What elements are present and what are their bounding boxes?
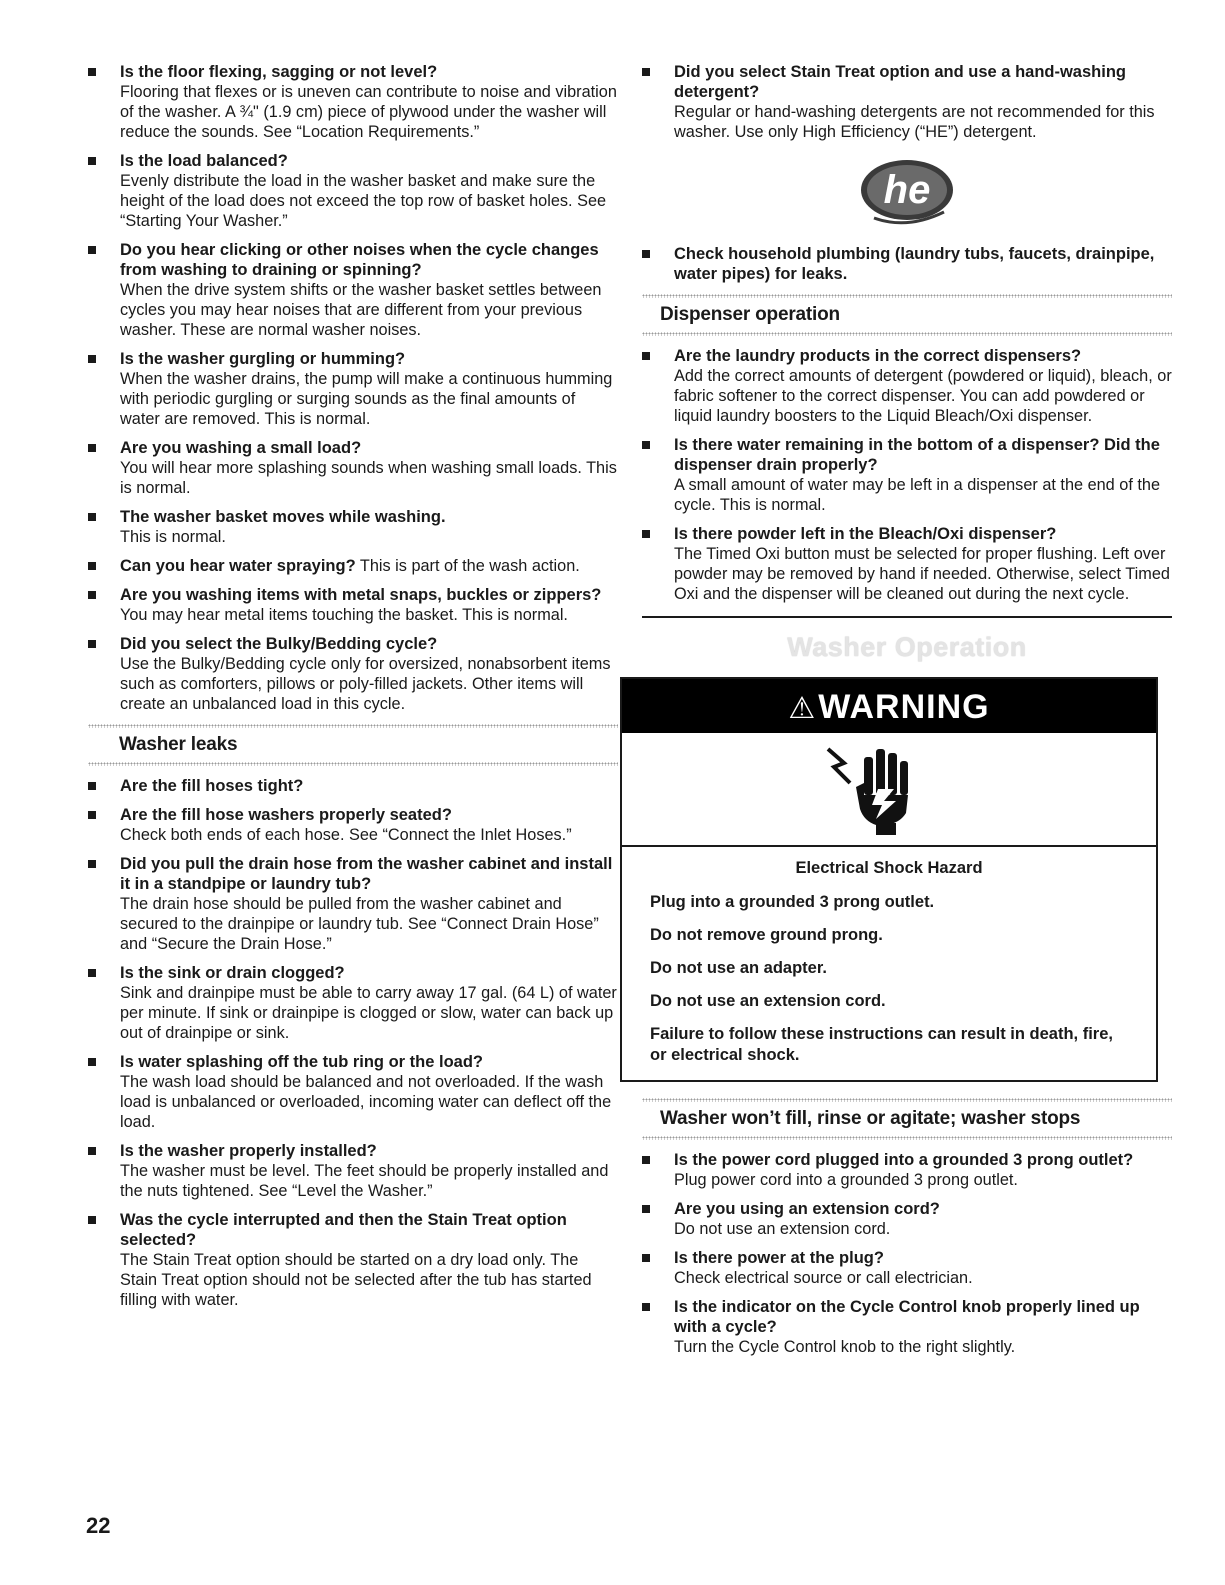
answer-text: Flooring that flexes or is uneven can contribute to noise and vibration of the washer. A ¾" (1.9 cm) piece of plywood under the washer will reduce the sounds. See “Location Requirements.” (120, 83, 617, 141)
answer-text: Sink and drainpipe must be able to carry away 17 gal. (64 L) of water per minute. If sink or drainpipe is clogged or slow, water can back up out of drainpipe or sink. (120, 984, 617, 1042)
answer-text: The washer must be level. The feet should be properly installed and the nuts tightened. See “Level the Washer.” (120, 1162, 609, 1200)
answer-text: Add the correct amounts of detergent (powdered or liquid), bleach, or fabric softener to the correct dispenser. You can add powdered or liquid laundry boosters to the Liquid Bleach/Oxi dispenser. (674, 367, 1172, 425)
list-item (88, 1210, 618, 1310)
bullet-icon (88, 355, 96, 363)
bullet-icon (642, 530, 650, 538)
list-item (642, 1150, 1172, 1190)
dotted-rule (642, 1136, 1172, 1140)
warning-box (620, 677, 1158, 1082)
washer-leaks-title: Washer leaks (119, 734, 238, 755)
stain-treat-items-list (642, 62, 1172, 142)
question-text: Are the laundry products in the correct dispensers? (674, 347, 1082, 365)
warning-line: Do not remove ground prong. (650, 925, 883, 944)
washer-operation-title: Washer Operation (787, 631, 1027, 662)
answer-text: Use the Bulky/Bedding cycle only for oversized, nonabsorbent items such as comforters, pillows or poly-filled jackets. Other items will create an unbalanced load in this cycle. (120, 655, 611, 713)
bullet-icon (642, 1303, 650, 1311)
leaks-items-list (88, 776, 618, 1310)
dispenser-title: Dispenser operation (660, 304, 840, 325)
bullet-icon (642, 1205, 650, 1213)
section-divider (642, 616, 1172, 618)
list-item (88, 1141, 618, 1201)
question-text: Did you pull the drain hose from the washer cabinet and install it in a standpipe or laundry tub? (120, 855, 613, 893)
question-text: Is the washer gurgling or humming? (120, 350, 406, 368)
bullet-icon (88, 157, 96, 165)
question-text: Check household plumbing (laundry tubs, faucets, drainpipe, water pipes) for leaks. (674, 245, 1155, 283)
question-text: Is the sink or drain clogged? (120, 964, 345, 982)
bullet-icon (88, 1216, 96, 1224)
answer-text: This is normal. (120, 528, 226, 546)
list-item (642, 62, 1172, 142)
answer-text: The Timed Oxi button must be selected for proper flushing. Left over powder may be removed by hand if needed. Otherwise, select Timed Oxi and the dispenser will be cleaned out during the next cycle. (674, 545, 1170, 603)
answer-text: You may hear metal items touching the basket. This is normal. (120, 606, 568, 624)
dotted-rule (88, 762, 618, 766)
question-text: Is the floor flexing, sagging or not level? (120, 63, 438, 81)
warning-header-text: WARNING (818, 687, 990, 726)
answer-text: Plug power cord into a grounded 3 prong outlet. (674, 1170, 1018, 1189)
bullet-icon (88, 1147, 96, 1155)
question-text: Is the washer properly installed? (120, 1142, 377, 1160)
question-text: Do you hear clicking or other noises when the cycle changes from washing to draining or spinning? (120, 241, 599, 279)
list-item (88, 585, 618, 625)
plumbing-items-list (642, 244, 1172, 284)
warning-line: Do not use an adapter. (650, 958, 827, 977)
answer-text: This is part of the wash action. (355, 557, 580, 575)
list-item (88, 805, 618, 845)
list-item (642, 1297, 1172, 1357)
answer-text: The Stain Treat option should be started on a dry load only. The Stain Treat option should not be selected after the tub has started filling with water. (120, 1251, 592, 1309)
bullet-icon (642, 250, 650, 258)
bullet-icon (88, 246, 96, 254)
bullet-icon (88, 811, 96, 819)
question-text: Can you hear water spraying? (120, 557, 356, 575)
question-text: Did you select Stain Treat option and use a hand-washing detergent? (674, 63, 1126, 101)
dispenser-section-header (642, 294, 1172, 336)
hazard-title: Electrical Shock Hazard (795, 858, 983, 877)
question-text: Is the power cord plugged into a grounded 3 prong outlet? (674, 1150, 1134, 1169)
bullet-icon (88, 640, 96, 648)
question-text: Are you washing a small load? (120, 439, 362, 457)
question-text: Is there water remaining in the bottom of a dispenser? Did the dispenser drain properly? (674, 436, 1160, 474)
list-item (88, 776, 618, 796)
noise-items-list (88, 62, 618, 714)
he-logo-text: he (883, 168, 931, 212)
list-item (642, 244, 1172, 284)
list-item (88, 963, 618, 1043)
question-text: Are the fill hose washers properly seated? (120, 806, 452, 824)
bullet-icon (642, 1156, 650, 1164)
warning-icon-row (622, 733, 1156, 847)
question-text: Is there power at the plug? (674, 1248, 884, 1267)
list-item (88, 507, 618, 547)
bullet-icon (88, 1058, 96, 1066)
he-logo-icon (852, 156, 962, 228)
dispenser-items-list (642, 346, 1172, 604)
list-item (88, 1052, 618, 1132)
question-text: Are you using an extension cord? (674, 1199, 940, 1218)
question-text: Is the load balanced? (120, 152, 288, 170)
warning-line: Failure to follow these instructions can result in death, fire, or electrical shock. (650, 1024, 1113, 1064)
question-text: Is water splashing off the tub ring or the load? (120, 1053, 484, 1071)
answer-text: When the drive system shifts or the washer basket settles between cycles you may hear noises that are different from your previous washer. These are normal washer noises. (120, 281, 602, 339)
list-item (88, 62, 618, 142)
answer-text: When the washer drains, the pump will make a continuous humming with periodic gurgling or surging sounds as the final amounts of water are removed. This is normal. (120, 370, 613, 428)
bullet-icon (88, 68, 96, 76)
list-item (642, 435, 1172, 515)
warning-body (622, 847, 1156, 1080)
answer-text: Check both ends of each hose. See “Connect the Inlet Hoses.” (120, 826, 572, 844)
answer-text: Regular or hand-washing detergents are not recommended for this washer. Use only High Efficiency (“HE”) detergent. (674, 103, 1155, 141)
washer-leaks-section-header (88, 724, 618, 766)
list-item (642, 1248, 1172, 1288)
warning-line: Plug into a grounded 3 prong outlet. (650, 892, 935, 911)
bullet-icon (642, 352, 650, 360)
bullet-icon (642, 441, 650, 449)
list-item (88, 634, 618, 714)
list-item (88, 854, 618, 954)
answer-text: The wash load should be balanced and not overloaded. If the wash load is unbalanced or overloaded, incoming water can deflect off the load. (120, 1073, 612, 1131)
bullet-icon (88, 591, 96, 599)
electrical-shock-hand-icon (820, 743, 930, 835)
bullet-icon (88, 513, 96, 521)
question-text: Is there powder left in the Bleach/Oxi dispenser? (674, 525, 1057, 543)
question-text: The washer basket moves while washing. (120, 508, 446, 526)
question-text: Did you select the Bulky/Bedding cycle? (120, 635, 438, 653)
answer-text: Turn the Cycle Control knob to the right slightly. (674, 1337, 1016, 1356)
wont-fill-title: Washer won’t fill, rinse or agitate; washer stops (660, 1107, 1081, 1129)
answer-text: The drain hose should be pulled from the washer cabinet and secured to the drainpipe or laundry tub. See “Connect Drain Hose” and “Secure the Drain Hose.” (120, 895, 599, 953)
list-item (88, 349, 618, 429)
list-item (642, 1199, 1172, 1239)
bullet-icon (88, 444, 96, 452)
list-item (642, 524, 1172, 604)
question-text: Was the cycle interrupted and then the Stain Treat option selected? (120, 1211, 567, 1249)
warning-line: Do not use an extension cord. (650, 991, 886, 1010)
page-number: 22 (86, 1513, 111, 1538)
list-item (88, 151, 618, 231)
wont-fill-section-header (642, 1098, 1172, 1140)
right-column (642, 62, 1172, 1366)
answer-text: Evenly distribute the load in the washer basket and make sure the height of the load does not exceed the top row of basket holes. See “Starting Your Washer.” (120, 172, 607, 230)
question-text: Are the fill hoses tight? (120, 777, 304, 795)
bullet-icon (642, 68, 650, 76)
warning-triangle-icon: ⚠ (788, 691, 817, 725)
answer-text: Do not use an extension cord. (674, 1219, 891, 1238)
warning-header (622, 679, 1156, 733)
bullet-icon (642, 1254, 650, 1262)
answer-text: You will hear more splashing sounds when washing small loads. This is normal. (120, 459, 617, 497)
dotted-rule (642, 332, 1172, 336)
bullet-icon (88, 782, 96, 790)
question-text: Is the indicator on the Cycle Control knob properly lined up with a cycle? (674, 1297, 1140, 1336)
bullet-icon (88, 562, 96, 570)
bullet-icon (88, 969, 96, 977)
list-item (88, 438, 618, 498)
list-item (88, 556, 618, 576)
wont-fill-items-list (642, 1150, 1172, 1357)
list-item (642, 346, 1172, 426)
answer-text: Check electrical source or call electrician. (674, 1268, 973, 1287)
answer-text: A small amount of water may be left in a dispenser at the end of the cycle. This is normal. (674, 476, 1160, 514)
question-text: Are you washing items with metal snaps, buckles or zippers? (120, 586, 602, 604)
left-column (88, 62, 618, 1319)
list-item (88, 240, 618, 340)
bullet-icon (88, 860, 96, 868)
